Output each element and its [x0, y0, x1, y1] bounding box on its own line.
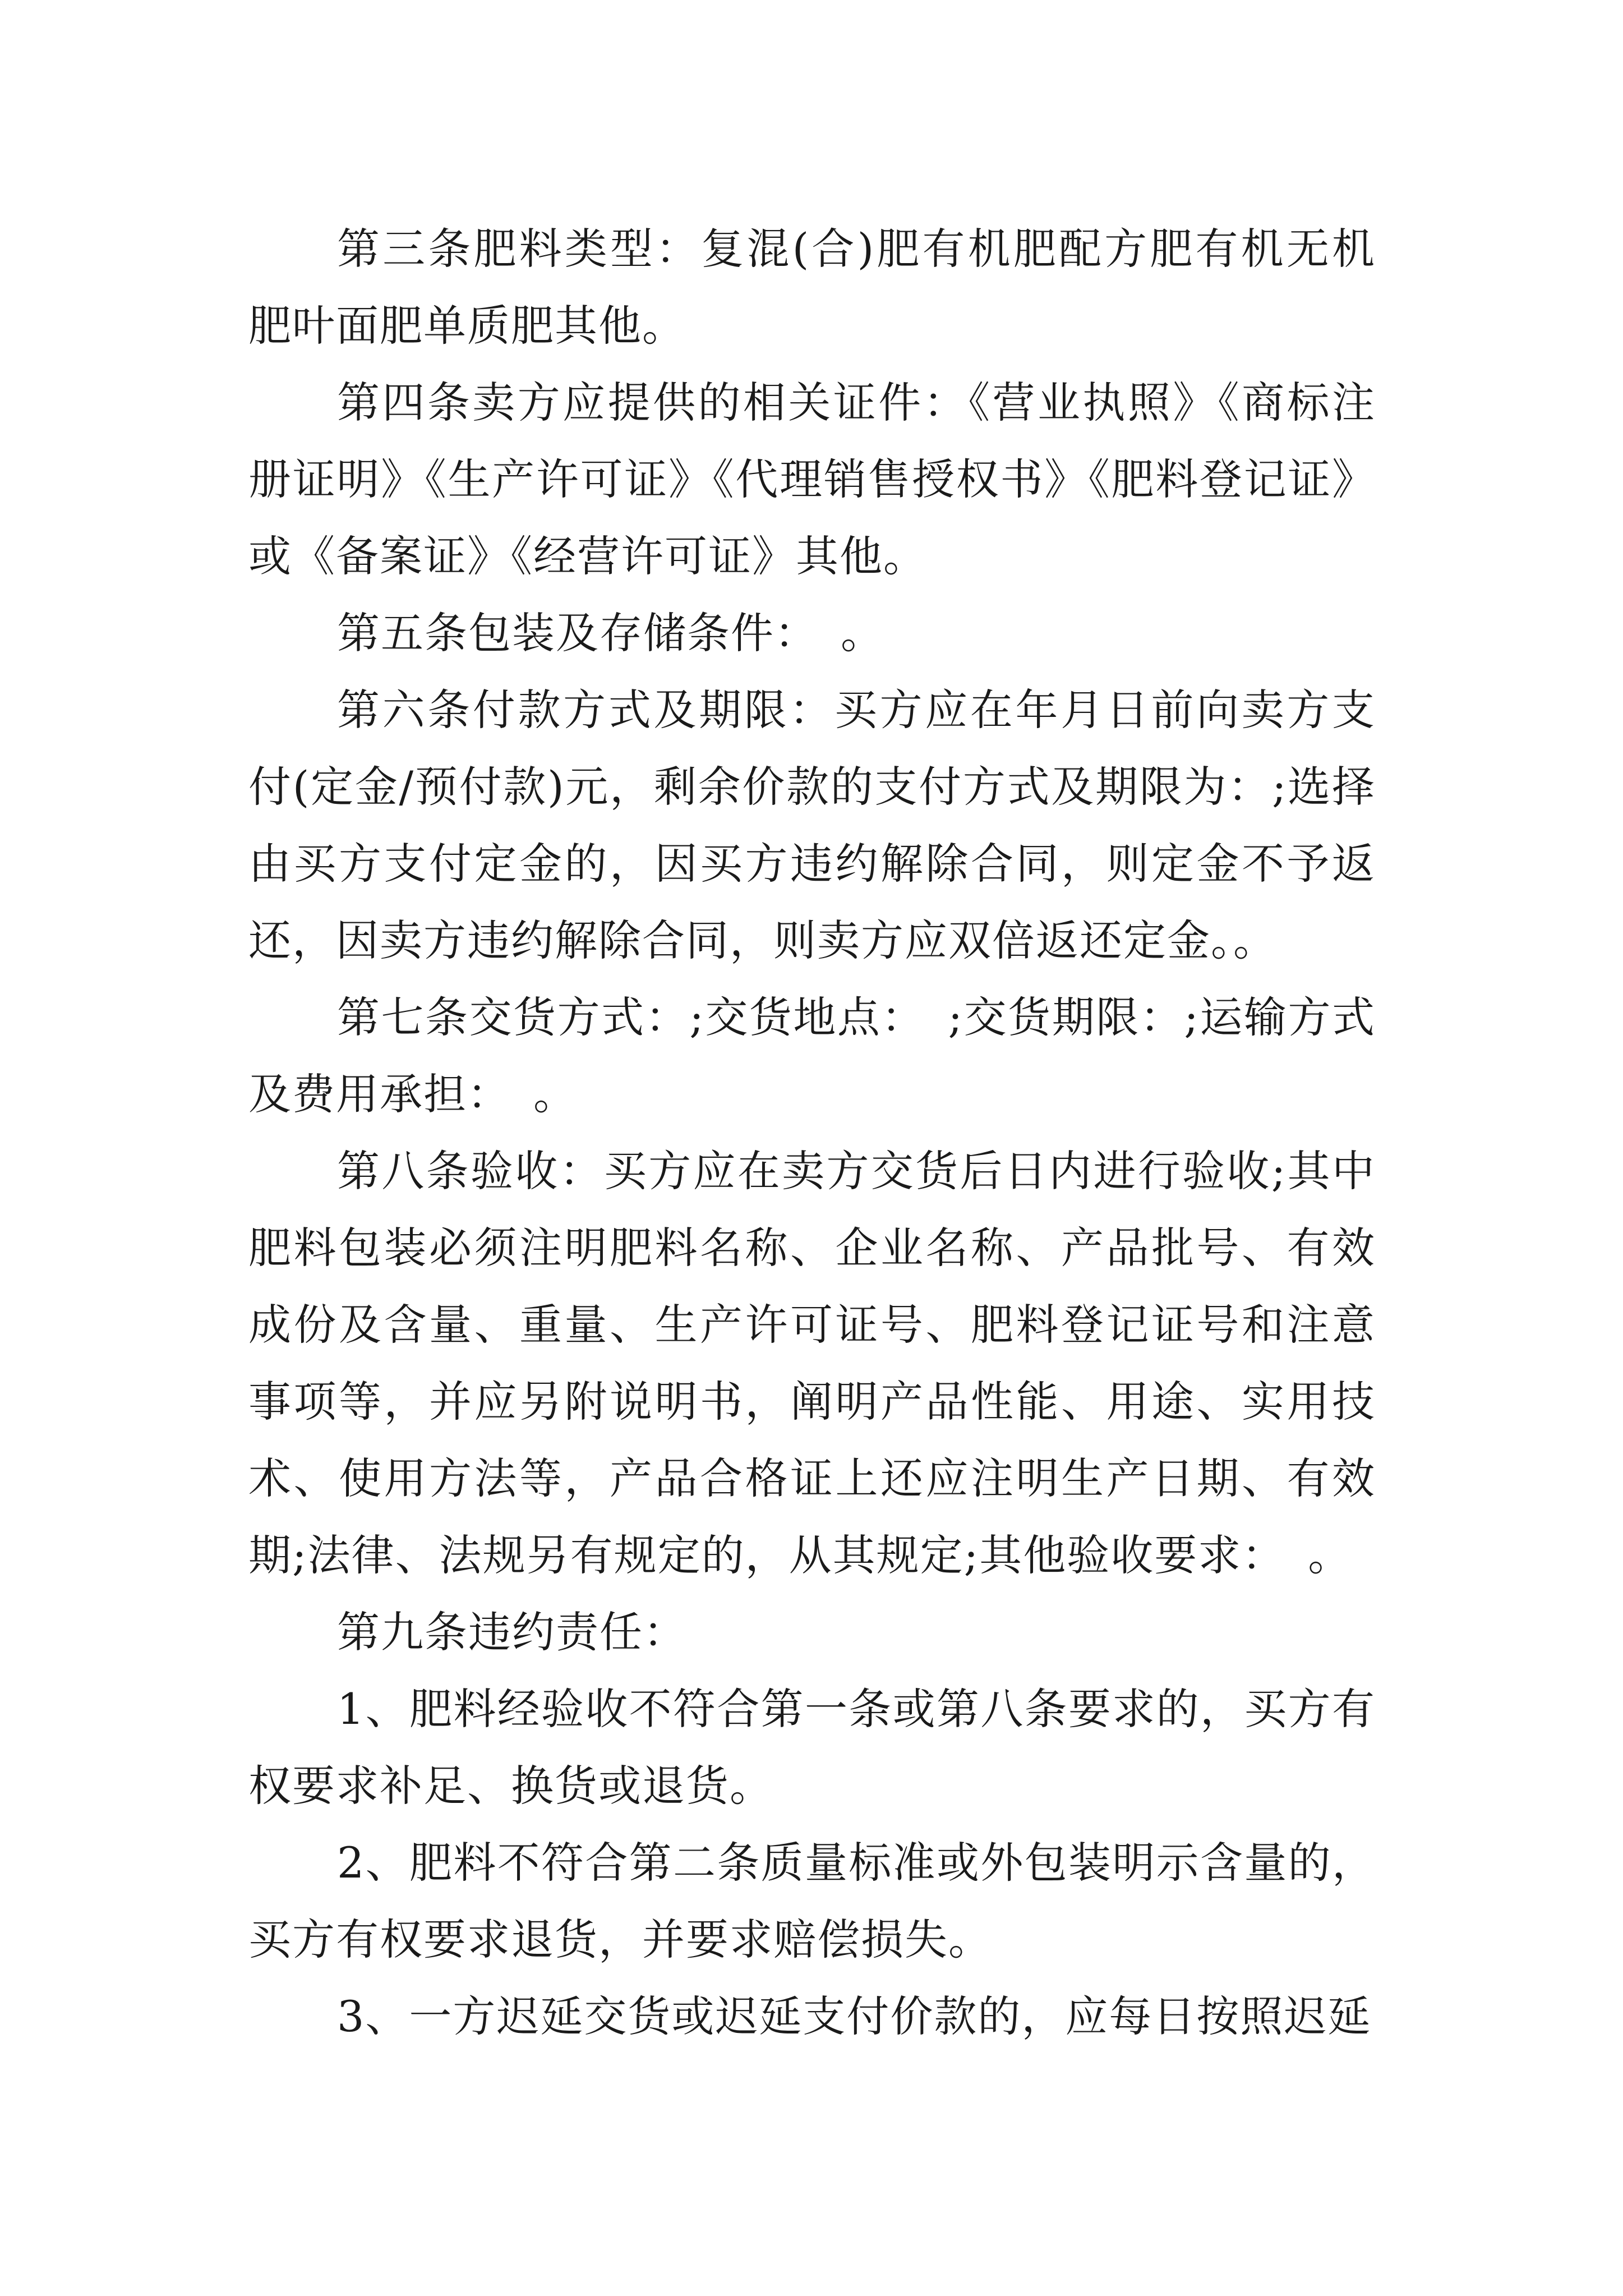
document-body [248, 210, 1376, 2055]
liability-item-2: 2、肥料不符合第二条质量标准或外包装明示含量的，买方有权要求退货，并要求赔偿损失。 [248, 1838, 1376, 1964]
liability-item-1: 1、肥料经验收不符合第一条或第八条要求的，买方有权要求补足、换货或退货。 [248, 1684, 1376, 1811]
clause-3-fertilizer-type: 第三条肥料类型：复混(合)肥有机肥配方肥有机无机肥叶面肥单质肥其他。 [248, 224, 1376, 351]
clause-5-packaging-storage: 第五条包装及存储条件： 。 [337, 608, 884, 658]
clause-4-certificates: 第四条卖方应提供的相关证件：《营业执照》《商标注册证明》《生产许可证》《代理销售授权书》《肥料登记证》或《备案证》《经营许可证》其他。 [248, 378, 1376, 581]
liability-item-3: 3、一方迟延交货或迟延支付价款的，应每日按照迟延 [337, 1991, 1372, 2041]
clause-8-acceptance: 第八条验收：买方应在卖方交货后日内进行验收;其中肥料包装必须注明肥料名称、企业名称、产品批号、有效成份及含量、重量、生产许可证号、肥料登记证号和注意事项等，并应另附说明书，阐明产品性能、用途、实用技术、使用方法等，产品合格证上还应注明生产日期、有效期;法律、法规另有规定的，从其规定;其他验收要求： 。 [248, 1146, 1376, 1580]
clause-6-payment-terms: 第六条付款方式及期限：买方应在年月日前向卖方支付(定金/预付款)元，剩余价款的支付方式及期限为：;选择由买方支付定金的，因买方违约解除合同，则定金不予返还，因卖方违约解除合同，则卖方应双倍返还定金。。 [248, 685, 1376, 965]
clause-9-liability-heading: 第九条违约责任： [337, 1607, 687, 1657]
clause-7-delivery: 第七条交货方式：;交货地点： ;交货期限：;运输方式及费用承担： 。 [248, 992, 1376, 1119]
